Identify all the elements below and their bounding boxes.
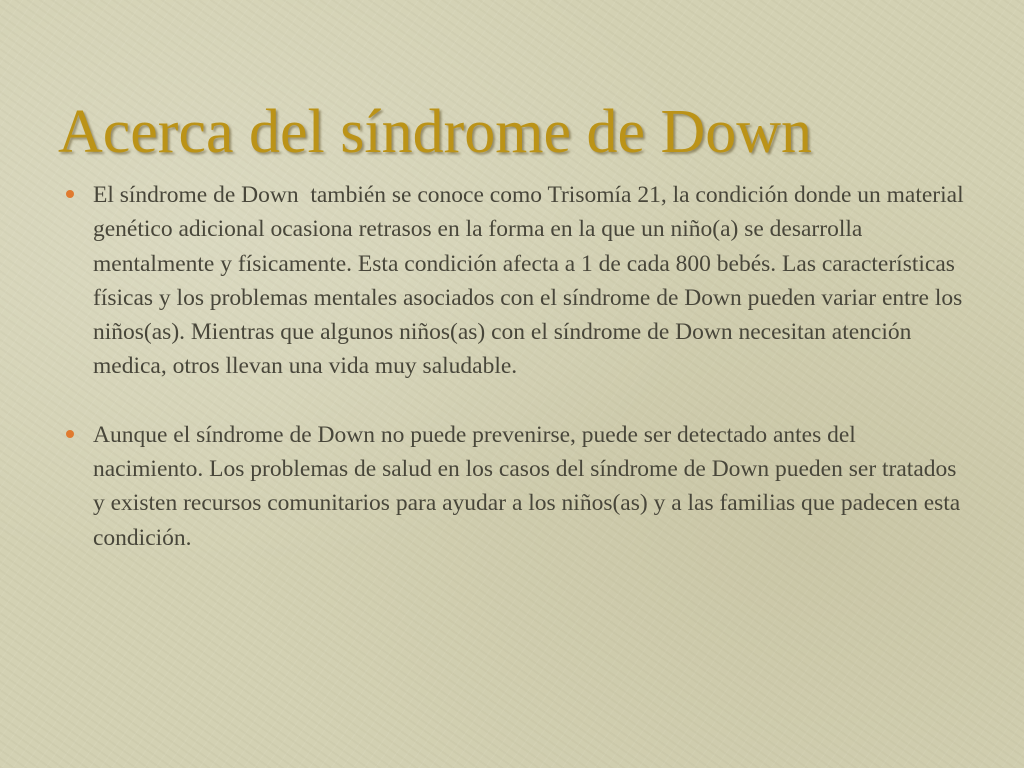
bullet-dot-icon (66, 430, 74, 438)
bullet-item (64, 418, 964, 555)
bullet-dot-icon (66, 190, 74, 198)
bullet-text: Aunque el síndrome de Down no puede prevenirse, puede ser detectado antes del nacimiento. Los problemas de salud en los casos del síndrome de Down pueden ser tratados y existen recursos comunitarios para ayudar a los niños(as) y a las familias que padecen esta condición. (93, 421, 961, 551)
bullet-text: El síndrome de Down también se conoce como Trisomía 21, la condición donde un material genético adicional ocasiona retrasos en la forma en la que un niño(a) se desarrolla mentalmente y físicamente. Esta condición afecta a 1 de cada 800 bebés. Las características físicas y los problemas mentales asociados con el síndrome de Down pueden variar entre los niños(as). Mientras que algunos niños(as) con el síndrome de Down necesitan atención medica, otros llevan una vida muy saludable. (93, 182, 970, 380)
slide-title: Acerca del síndrome de Down (58, 98, 813, 166)
bullet-list (64, 178, 970, 555)
bullet-item (64, 178, 970, 384)
